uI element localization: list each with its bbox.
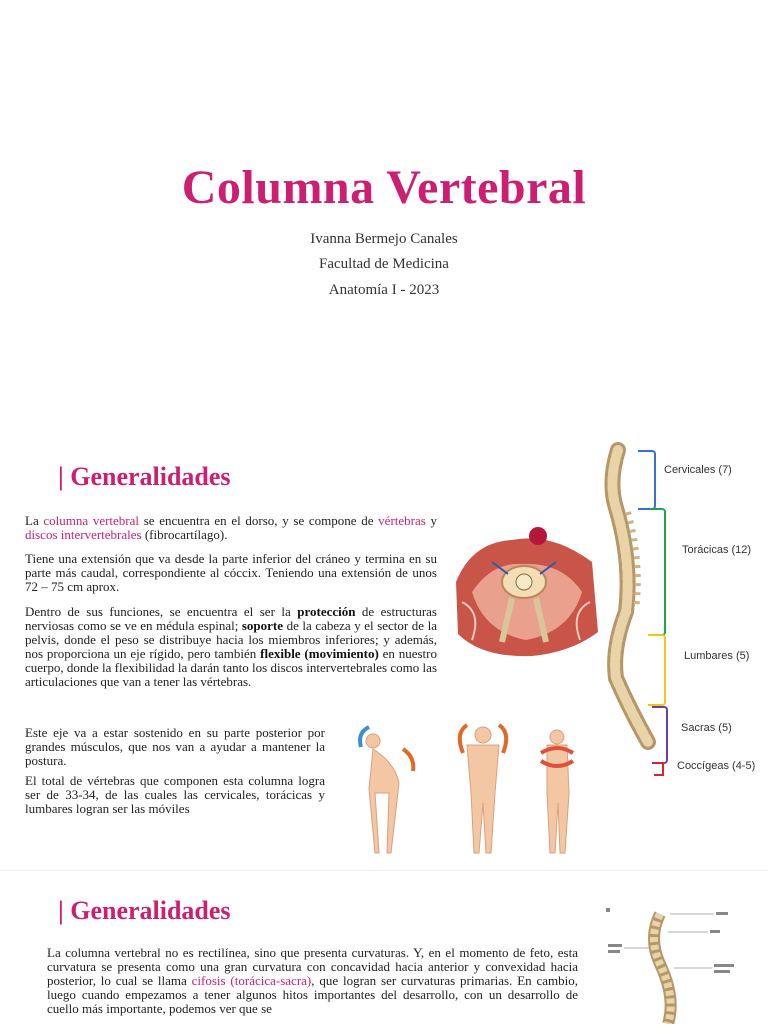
spinal-cross-section-image bbox=[452, 522, 600, 662]
title-slide bbox=[0, 0, 768, 410]
section-heading: | Generalidades bbox=[58, 462, 231, 491]
text-run: en nuestro cuerpo, donde la flexibilidad la darán tanto los discos intervertebrales como las articulaciones que van a tener las vértebras. bbox=[25, 646, 437, 689]
lumbar-bracket bbox=[648, 634, 666, 706]
generalidades-slide-2 bbox=[0, 880, 768, 1024]
faculty-name: Facultad de Medicina bbox=[319, 256, 449, 272]
sacral-bracket bbox=[652, 706, 668, 764]
text-run: y bbox=[425, 513, 437, 528]
paragraph-muscles: Este eje va a estar sostenido en su parte posterior por grandes músculos, que nos van a ayudar a mantener la postura. bbox=[25, 725, 325, 768]
keyword-soporte: soporte bbox=[241, 618, 284, 633]
author-name: Ivanna Bermejo Canales bbox=[310, 231, 458, 247]
spine-curvature-diagram bbox=[604, 908, 752, 1024]
paragraph-total: El total de vértebras que componen esta columna logra ser de 33-34, de las cuales las cervicales, torácicas y lumbares logran ser las móviles bbox=[25, 773, 325, 816]
text-run: (fibrocartílago). bbox=[141, 527, 228, 542]
paragraph-composition bbox=[25, 514, 437, 542]
label-coccigeas: Coccígeas (4-5) bbox=[677, 760, 756, 772]
label-toracicas: Torácicas (12) bbox=[682, 544, 752, 556]
keyword-vertebras: vértebras bbox=[378, 513, 426, 528]
section-heading: | Generalidades bbox=[58, 896, 231, 925]
paragraph-functions bbox=[25, 605, 437, 689]
text-run: de estructuras nerviosas como se ve en médula espinal; bbox=[25, 604, 437, 633]
text-run: de la cabeza y el sector de la pelvis, donde el peso se distribuye hacia los miembros inferiores; y además, nos proporciona un eje rígido, pero también bbox=[25, 618, 437, 661]
course-name: Anatomía I - 2023 bbox=[328, 282, 440, 298]
text-run: La columna vertebral no es rectilínea, sino que presenta curvaturas. Y, en el momento de feto, esta curvatura se presenta como una gran curvatura con concavidad hacia anterior y convexidad hacia posterior, lo cual se llama bbox=[47, 945, 578, 988]
paragraph-extension: Tiene una extensión que va desde la parte inferior del cráneo y termina en su parte más caudal, correspondiente al cóccix. Teniendo una extensión de unos 72 – 75 cm aprox. bbox=[25, 551, 437, 594]
label-cervicales: Cervicales (7) bbox=[664, 464, 732, 476]
thoracic-bracket bbox=[650, 508, 666, 636]
text-run: La bbox=[25, 513, 44, 528]
keyword-columna: columna vertebral bbox=[43, 513, 140, 528]
generalidades-slide-1 bbox=[0, 430, 768, 870]
keyword-proteccion: protección bbox=[297, 604, 356, 619]
paragraph-curvatures bbox=[47, 946, 578, 1016]
keyword-flexible: flexible (movimiento) bbox=[260, 646, 379, 661]
slide-divider bbox=[0, 870, 768, 871]
spine-movement-figures bbox=[355, 713, 587, 859]
label-sacras: Sacras (5) bbox=[681, 722, 732, 734]
vertebral-column-diagram bbox=[598, 442, 768, 772]
label-lumbares: Lumbares (5) bbox=[684, 650, 750, 662]
coccygeal-bracket bbox=[654, 762, 664, 776]
cervical-bracket bbox=[638, 450, 656, 510]
keyword-discos: discos intervertebrales bbox=[25, 527, 142, 542]
text-run: se encuentra en el dorso, y se compone de bbox=[139, 513, 379, 528]
page-title: Columna Vertebral bbox=[181, 161, 587, 214]
keyword-cifosis: cifosis (torácica-sacra) bbox=[191, 973, 312, 988]
text-run: , que logran ser curvaturas primarias. En cambio, luego cuando empezamos a tener algunos hitos importantes del desarrollo, con un desarrollo de cuello más importante, podemos ver que se bbox=[47, 973, 578, 1016]
text-run: Dentro de sus funciones, se encuentra el ser la bbox=[25, 604, 298, 619]
